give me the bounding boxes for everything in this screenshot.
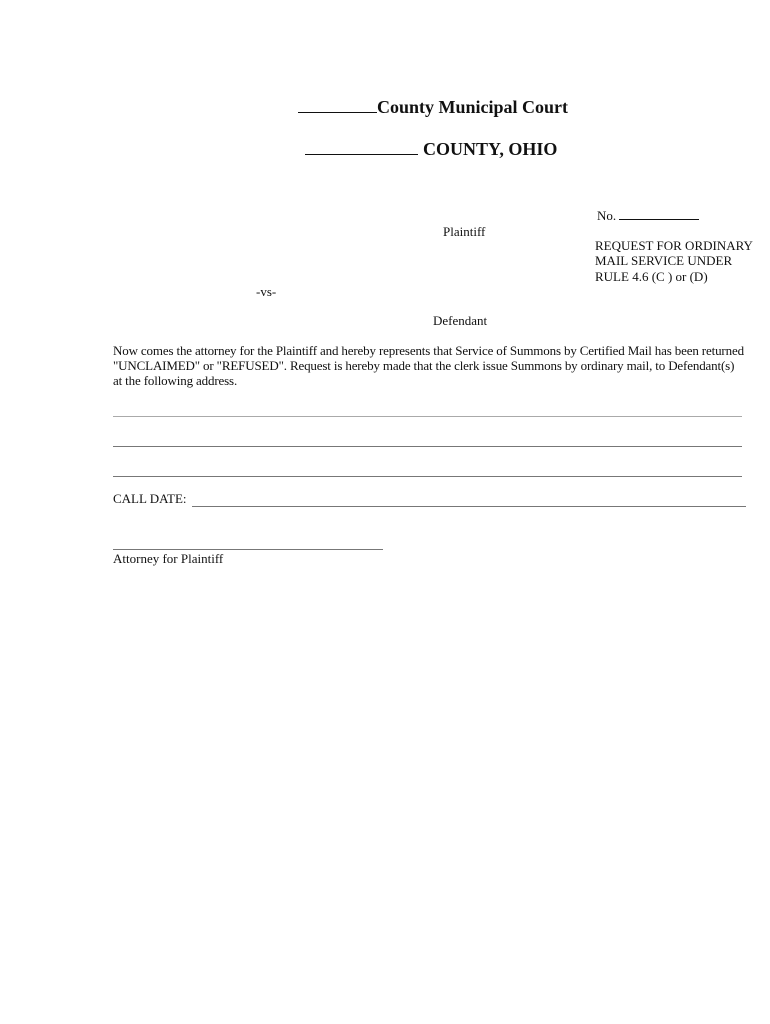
call-date-field[interactable] (192, 506, 746, 507)
request-title-line-3: RULE 4.6 (C ) or (D) (595, 269, 708, 284)
versus-label: -vs- (256, 284, 277, 299)
paragraph-line: Now comes the attorney for the Plaintiff and hereby represents that Service of Summons by Certified Mail has been returned (113, 343, 744, 358)
call-date-label: CALL DATE: (113, 491, 187, 506)
address-line-1[interactable] (113, 416, 742, 417)
signature-line[interactable] (113, 549, 383, 550)
court-title (298, 94, 568, 117)
address-line-2[interactable] (113, 446, 742, 447)
plaintiff-label: Plaintiff (443, 224, 486, 239)
county-title-text: COUNTY, OHIO (423, 139, 558, 159)
address-line-3[interactable] (113, 476, 742, 477)
court-title-text: County Municipal Court (377, 97, 569, 117)
county-blank[interactable] (305, 136, 418, 155)
request-title-line-1: REQUEST FOR ORDINARY (595, 238, 753, 253)
paragraph-line: at the following address. (113, 373, 238, 388)
county-name-blank[interactable] (298, 94, 377, 113)
defendant-label: Defendant (433, 313, 488, 328)
request-paragraph (113, 343, 753, 388)
case-number-blank[interactable] (619, 207, 699, 220)
request-title-line-2: MAIL SERVICE UNDER (595, 253, 733, 268)
county-title (305, 136, 557, 159)
case-number-field (597, 207, 699, 223)
case-number-label: No. (597, 208, 617, 223)
signature-label: Attorney for Plaintiff (113, 551, 224, 566)
paragraph-line: "UNCLAIMED" or "REFUSED". Request is hereby made that the clerk issue Summons by ordinary mail, to Defendant(s) (113, 358, 735, 373)
